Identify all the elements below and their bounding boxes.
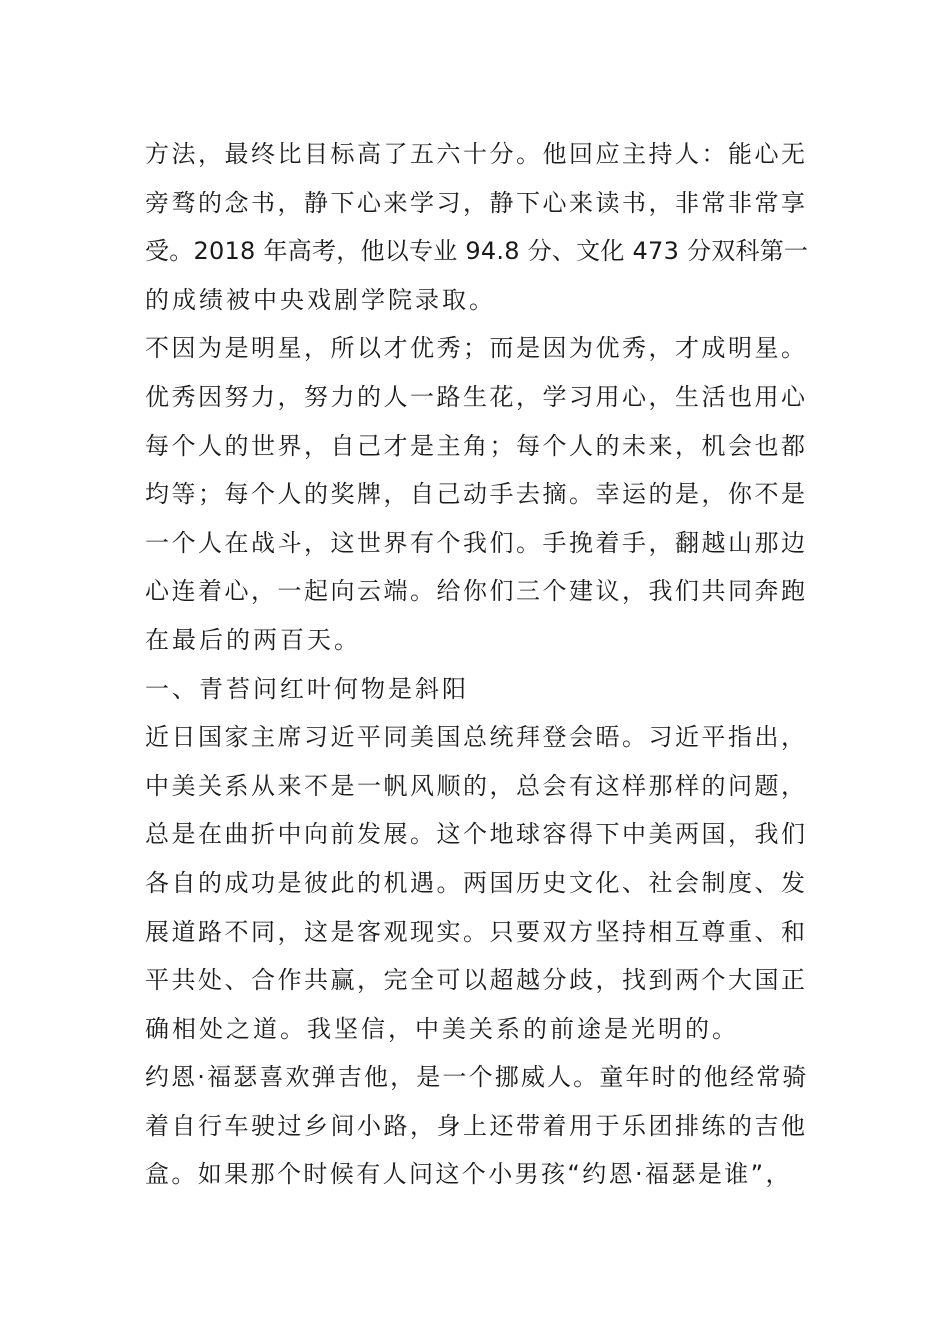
text-line: 约恩·福瑟喜欢弹吉他，是一个挪威人。童年时的他经常骑 [145, 1063, 809, 1092]
section-heading: 一、青苔问红叶何物是斜阳 [145, 674, 469, 703]
text-line: 的成绩被中央戏剧学院录取。 [145, 285, 496, 314]
text-line: 各自的成功是彼此的机遇。两国历史文化、社会制度、发 [145, 868, 808, 897]
document-body [145, 130, 810, 1199]
text-line: 方法，最终比目标高了五六十分。他回应主持人：能心无 [145, 140, 808, 168]
text-line: 一个人在战斗，这世界有个我们。手挽着手，翻越山那边 [145, 528, 808, 557]
text-line: 确相处之道。我坚信，中美关系的前途是光明的。 [145, 1014, 739, 1043]
text-line: 展道路不同，这是客观现实。只要双方坚持相互尊重、和 [145, 917, 808, 946]
text-line: 总是在曲折中向前发展。这个地球容得下中美两国，我们 [145, 820, 808, 849]
text-line: 受。2018 年高考，他以专业 94.8 分、文化 473 分双科第一 [145, 237, 809, 266]
text-line: 在最后的两百天。 [145, 625, 361, 654]
text-line: 均等；每个人的奖牌，自己动手去摘。幸运的是，你不是 [145, 480, 808, 509]
text-line: 每个人的世界，自己才是主角；每个人的未来，机会也都 [145, 431, 808, 460]
text-line: 着自行车驶过乡间小路，身上还带着用于乐团排练的吉他 [145, 1111, 808, 1140]
text-line: 中美关系从来不是一帆风顺的，总会有这样那样的问题， [145, 771, 808, 800]
text-line: 旁骛的念书，静下心来学习，静下心来读书，非常非常享 [145, 188, 808, 217]
text-line: 不因为是明星，所以才优秀；而是因为优秀，才成明星。 [145, 334, 808, 363]
text-line: 平共处、合作共赢，完全可以超越分歧，找到两个大国正 [145, 966, 808, 995]
text-line: 心连着心，一起向云端。给你们三个建议，我们共同奔跑 [145, 577, 808, 606]
text-line: 近日国家主席习近平同美国总统拜登会晤。习近平指出， [145, 723, 808, 752]
text-line: 优秀因努力，努力的人一路生花，学习用心，生活也用心 [145, 382, 808, 411]
text-line: 盒。如果那个时候有人问这个小男孩“约恩·福瑟是谁”， [145, 1160, 792, 1189]
